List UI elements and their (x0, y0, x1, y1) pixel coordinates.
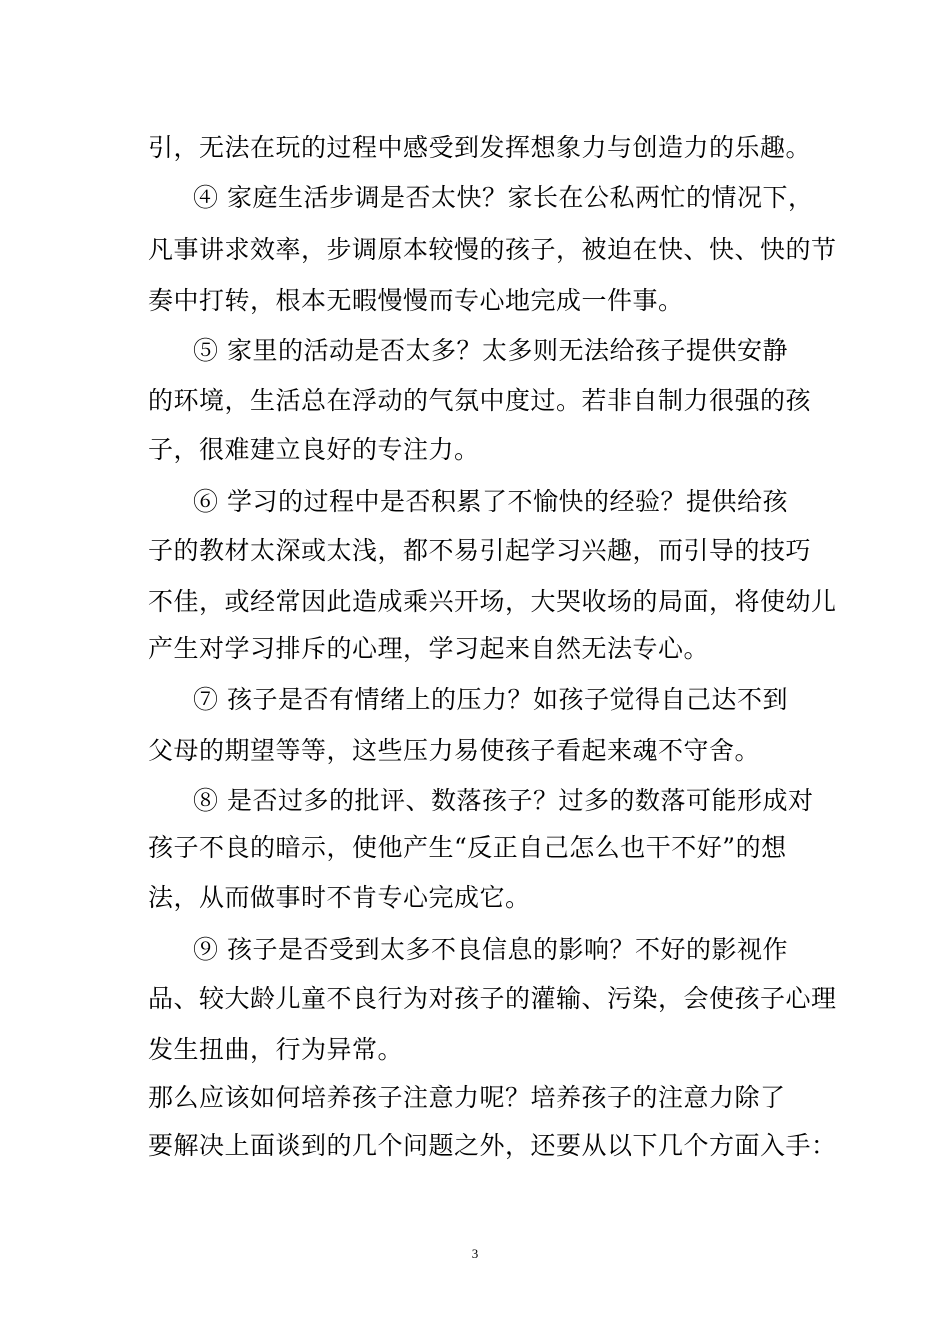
text-line: 引，无法在玩的过程中感受到发挥想象力与创造力的乐趣。 (148, 133, 812, 162)
text-line: ⑧ 是否过多的批评、数落孩子？过多的数落可能形成对 (193, 786, 814, 815)
page-number: 3 (471, 1246, 479, 1261)
text-line: 那么应该如何培养孩子注意力呢？培养孩子的注意力除了 (148, 1083, 786, 1112)
text-line: 凡事讲求效率，步调原本较慢的孩子，被迫在快、快、快的节 (148, 235, 837, 264)
text-line: 孩子不良的暗示，使他产生“反正自己怎么也干不好”的想 (148, 833, 787, 862)
text-line: 要解决上面谈到的几个问题之外，还要从以下几个方面入手： (148, 1131, 837, 1160)
text-line: 子的教材太深或太浅，都不易引起学习兴趣，而引导的技巧 (148, 536, 812, 565)
text-line: 不佳，或经常因此造成乘兴开场，大哭收场的局面，将使幼儿 (148, 587, 837, 616)
text-line: ⑨ 孩子是否受到太多不良信息的影响？不好的影视作 (193, 935, 788, 964)
text-line: 的环境，生活总在浮动的气氛中度过。若非自制力很强的孩 (148, 386, 812, 415)
text-line: 法，从而做事时不肯专心完成它。 (148, 883, 531, 912)
text-line: 奏中打转，根本无暇慢慢而专心地完成一件事。 (148, 286, 684, 315)
text-line: 父母的期望等等，这些压力易使孩子看起来魂不守舍。 (148, 736, 761, 765)
text-line: 品、较大龄儿童不良行为对孩子的灌输、污染，会使孩子心理 (148, 984, 837, 1013)
text-line: ⑤ 家里的活动是否太多？太多则无法给孩子提供安静 (193, 336, 788, 365)
text-line: ⑦ 孩子是否有情绪上的压力？如孩子觉得自己达不到 (193, 685, 788, 714)
text-line: 产生对学习排斥的心理，学习起来自然无法专心。 (148, 634, 710, 663)
text-line: ⑥ 学习的过程中是否积累了不愉快的经验？提供给孩 (193, 487, 788, 516)
text-line: 发生扭曲，行为异常。 (148, 1035, 404, 1064)
text-line: 子，很难建立良好的专注力。 (148, 435, 480, 464)
text-line: ④ 家庭生活步调是否太快？家长在公私两忙的情况下， (193, 183, 814, 212)
